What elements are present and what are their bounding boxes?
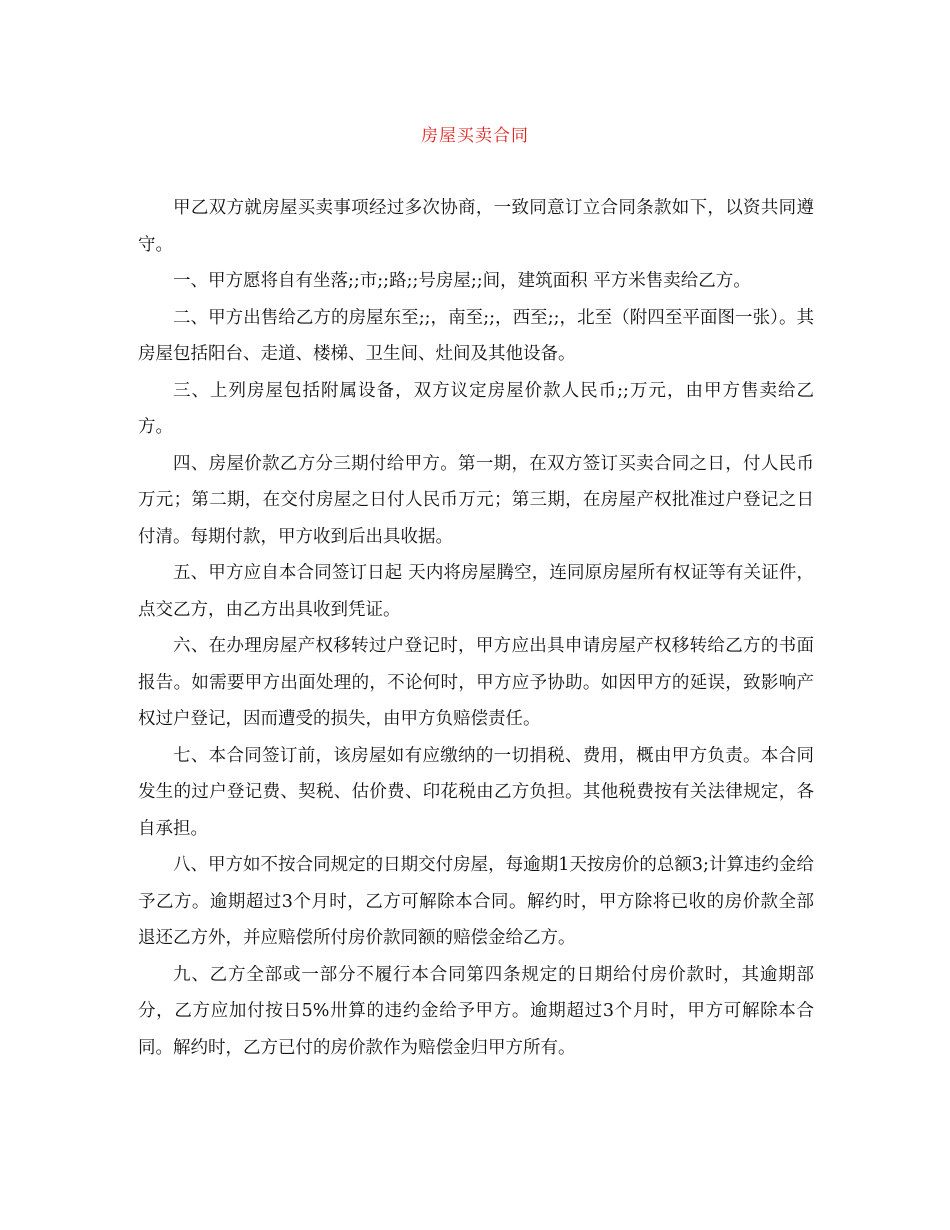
paragraph-clause-5: 五、甲方应自本合同签订日起 天内将房屋腾空，连同原房屋所有权证等有关证件，点交乙方，由乙方出具收到凭证。: [138, 563, 814, 620]
paragraph-clause-4: 四、房屋价款乙方分三期付给甲方。第一期，在双方签订买卖合同之日，付人民币 万元；第二期，在交付房屋之日付人民币万元；第三期，在房屋产权批准过户登记之日付清。每期付款，甲方收到后出具收据。: [138, 453, 814, 547]
paragraph-clause-1: 一、甲方愿将自有坐落;;市;;路;;号房屋;;间，建筑面积 平方米售卖给乙方。: [173, 271, 751, 291]
document-body: [138, 190, 814, 1066]
paragraph-clause-9: 九、乙方全部或一部分不履行本合同第四条规定的日期给付房价款时，其逾期部分，乙方应加付按日5%卅算的违约金给予甲方。逾期超过3个月时，甲方可解除本合同。解约时，乙方已付的房价款作为赔偿金归甲方所有。: [138, 964, 814, 1058]
paragraph-clause-6: 六、在办理房屋产权移转过户登记时，甲方应出具申请房屋产权移转给乙方的书面报告。如需要甲方出面处理的，不论何时，甲方应予协助。如因甲方的延误，致影响产权过户登记，因而遭受的损失，由甲方负赔偿责任。: [138, 636, 814, 729]
paragraph-clause-8: 八、甲方如不按合同规定的日期交付房屋，每逾期1天按房价的总额3;计算违约金给予乙方。逾期超过3个月时，乙方可解除本合同。解约时，甲方除将已收的房价款全部退还乙方外，并应赔偿所付房价款同额的赔偿金给乙方。: [138, 855, 814, 948]
document-title: 房屋买卖合同: [421, 126, 529, 146]
paragraph-clause-7: 七、本合同签订前，该房屋如有应缴纳的一切捐税、费用，概由甲方负责。本合同发生的过户登记费、契税、估价费、印花税由乙方负担。其他税费按有关法律规定，各自承担。: [138, 745, 814, 839]
paragraph-preamble: 甲乙双方就房屋买卖事项经过多次协商，一致同意订立合同条款如下，以资共同遵守。: [138, 198, 814, 255]
paragraph-clause-2: 二、甲方出售给乙方的房屋东至;;，南至;;，西至;;，北至（附四至平面图一张）。其房屋包括阳台、走道、楼梯、卫生间、灶间及其他设备。: [138, 307, 814, 364]
paragraph-clause-3: 三、上列房屋包括附属设备，双方议定房屋价款人民币;;万元，由甲方售卖给乙方。: [138, 380, 814, 437]
